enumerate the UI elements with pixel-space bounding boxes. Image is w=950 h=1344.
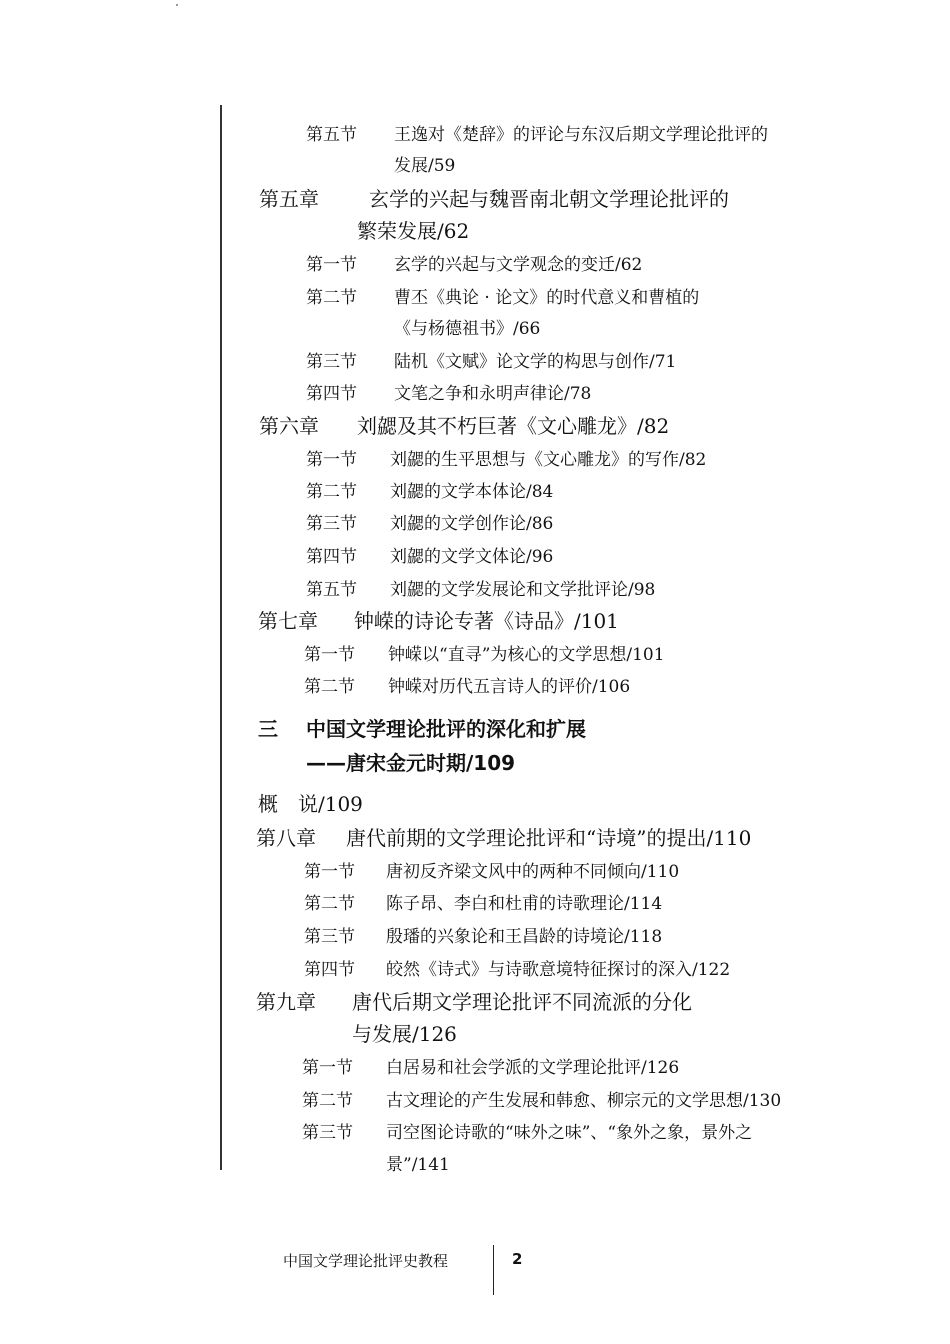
chapter-title: 刘勰及其不朽巨著《文心雕龙》/82 xyxy=(357,414,670,438)
section-label: 第一节 xyxy=(304,862,355,882)
footer-divider xyxy=(493,1245,494,1295)
chapter-title: 玄学的兴起与魏晋南北朝文学理论批评的 xyxy=(369,187,729,211)
section-title: 刘勰的生平思想与《文心雕龙》的写作/82 xyxy=(390,450,707,470)
section-label: 第四节 xyxy=(306,547,357,567)
section-label: 第三节 xyxy=(306,514,357,534)
section-title: 玄学的兴起与文学观念的变迁/62 xyxy=(394,255,643,275)
section-label: 第四节 xyxy=(306,384,357,404)
section-title: 皎然《诗式》与诗歌意境特征探讨的深入/122 xyxy=(386,960,731,980)
page-number: 2 xyxy=(512,1250,523,1268)
section-title: 钟嵘对历代五言诗人的评价/106 xyxy=(388,677,631,697)
section-label: 第三节 xyxy=(306,352,357,372)
section-title-continued: 发展/59 xyxy=(394,156,456,176)
overview-label: 概 说/109 xyxy=(258,792,363,816)
section-title: 刘勰的文学文体论/96 xyxy=(390,547,554,567)
margin-rule xyxy=(220,105,222,1170)
section-label: 第一节 xyxy=(302,1058,353,1078)
section-label: 第一节 xyxy=(306,450,357,470)
chapter-label: 第七章 xyxy=(258,609,318,633)
section-title: 钟嵘以“直寻”为核心的文学思想/101 xyxy=(388,645,665,665)
part-label: 三 xyxy=(258,717,278,741)
part-title: 中国文学理论批评的深化和扩展 xyxy=(306,717,586,741)
chapter-title-continued: 繁荣发展/62 xyxy=(357,219,470,243)
scan-speck xyxy=(176,4,178,6)
part-subtitle: ——唐宋金元时期/109 xyxy=(306,751,516,775)
chapter-label: 第五章 xyxy=(259,187,319,211)
section-label: 第五节 xyxy=(306,125,357,145)
section-label: 第五节 xyxy=(306,580,357,600)
section-title-continued: 景”/141 xyxy=(386,1155,450,1175)
section-title: 曹丕《典论 · 论文》的时代意义和曹植的 xyxy=(394,288,700,308)
section-title: 刘勰的文学本体论/84 xyxy=(390,482,554,502)
section-title: 王逸对《楚辞》的评论与东汉后期文学理论批评的 xyxy=(394,125,768,145)
toc-overview[interactable] xyxy=(258,788,363,817)
section-label: 第二节 xyxy=(302,1091,353,1111)
chapter-label: 第九章 xyxy=(256,990,316,1014)
chapter-title-continued: 与发展/126 xyxy=(352,1022,457,1046)
section-title-continued: 《与杨德祖书》/66 xyxy=(394,319,541,339)
section-label: 第三节 xyxy=(304,927,355,947)
section-title: 文笔之争和永明声律论/78 xyxy=(394,384,592,404)
section-label: 第一节 xyxy=(306,255,357,275)
section-title: 刘勰的文学发展论和文学批评论/98 xyxy=(390,580,656,600)
section-label: 第二节 xyxy=(304,677,355,697)
section-title: 古文理论的产生发展和韩愈、柳宗元的文学思想/130 xyxy=(386,1091,782,1111)
section-label: 第二节 xyxy=(306,482,357,502)
chapter-title: 钟嵘的诗论专著《诗品》/101 xyxy=(354,609,619,633)
section-title: 司空图论诗歌的“味外之味”、“象外之象，景外之 xyxy=(386,1123,753,1143)
footer-book-title: 中国文学理论批评史教程 xyxy=(283,1252,449,1270)
section-label: 第二节 xyxy=(304,894,355,914)
chapter-label: 第六章 xyxy=(259,414,319,438)
section-label: 第一节 xyxy=(304,645,355,665)
section-label: 第二节 xyxy=(306,288,357,308)
chapter-label: 第八章 xyxy=(256,826,316,850)
section-title: 刘勰的文学创作论/86 xyxy=(390,514,554,534)
section-title: 殷璠的兴象论和王昌龄的诗境论/118 xyxy=(386,927,663,947)
chapter-title: 唐代后期文学理论批评不同流派的分化 xyxy=(352,990,692,1014)
section-title: 唐初反齐梁文风中的两种不同倾向/110 xyxy=(386,862,680,882)
section-title: 陆机《文赋》论文学的构思与创作/71 xyxy=(394,352,677,372)
section-label: 第四节 xyxy=(304,960,355,980)
section-title: 白居易和社会学派的文学理论批评/126 xyxy=(386,1058,680,1078)
section-label: 第三节 xyxy=(302,1123,353,1143)
chapter-title: 唐代前期的文学理论批评和“诗境”的提出/110 xyxy=(346,826,752,850)
section-title: 陈子昂、李白和杜甫的诗歌理论/114 xyxy=(386,894,663,914)
